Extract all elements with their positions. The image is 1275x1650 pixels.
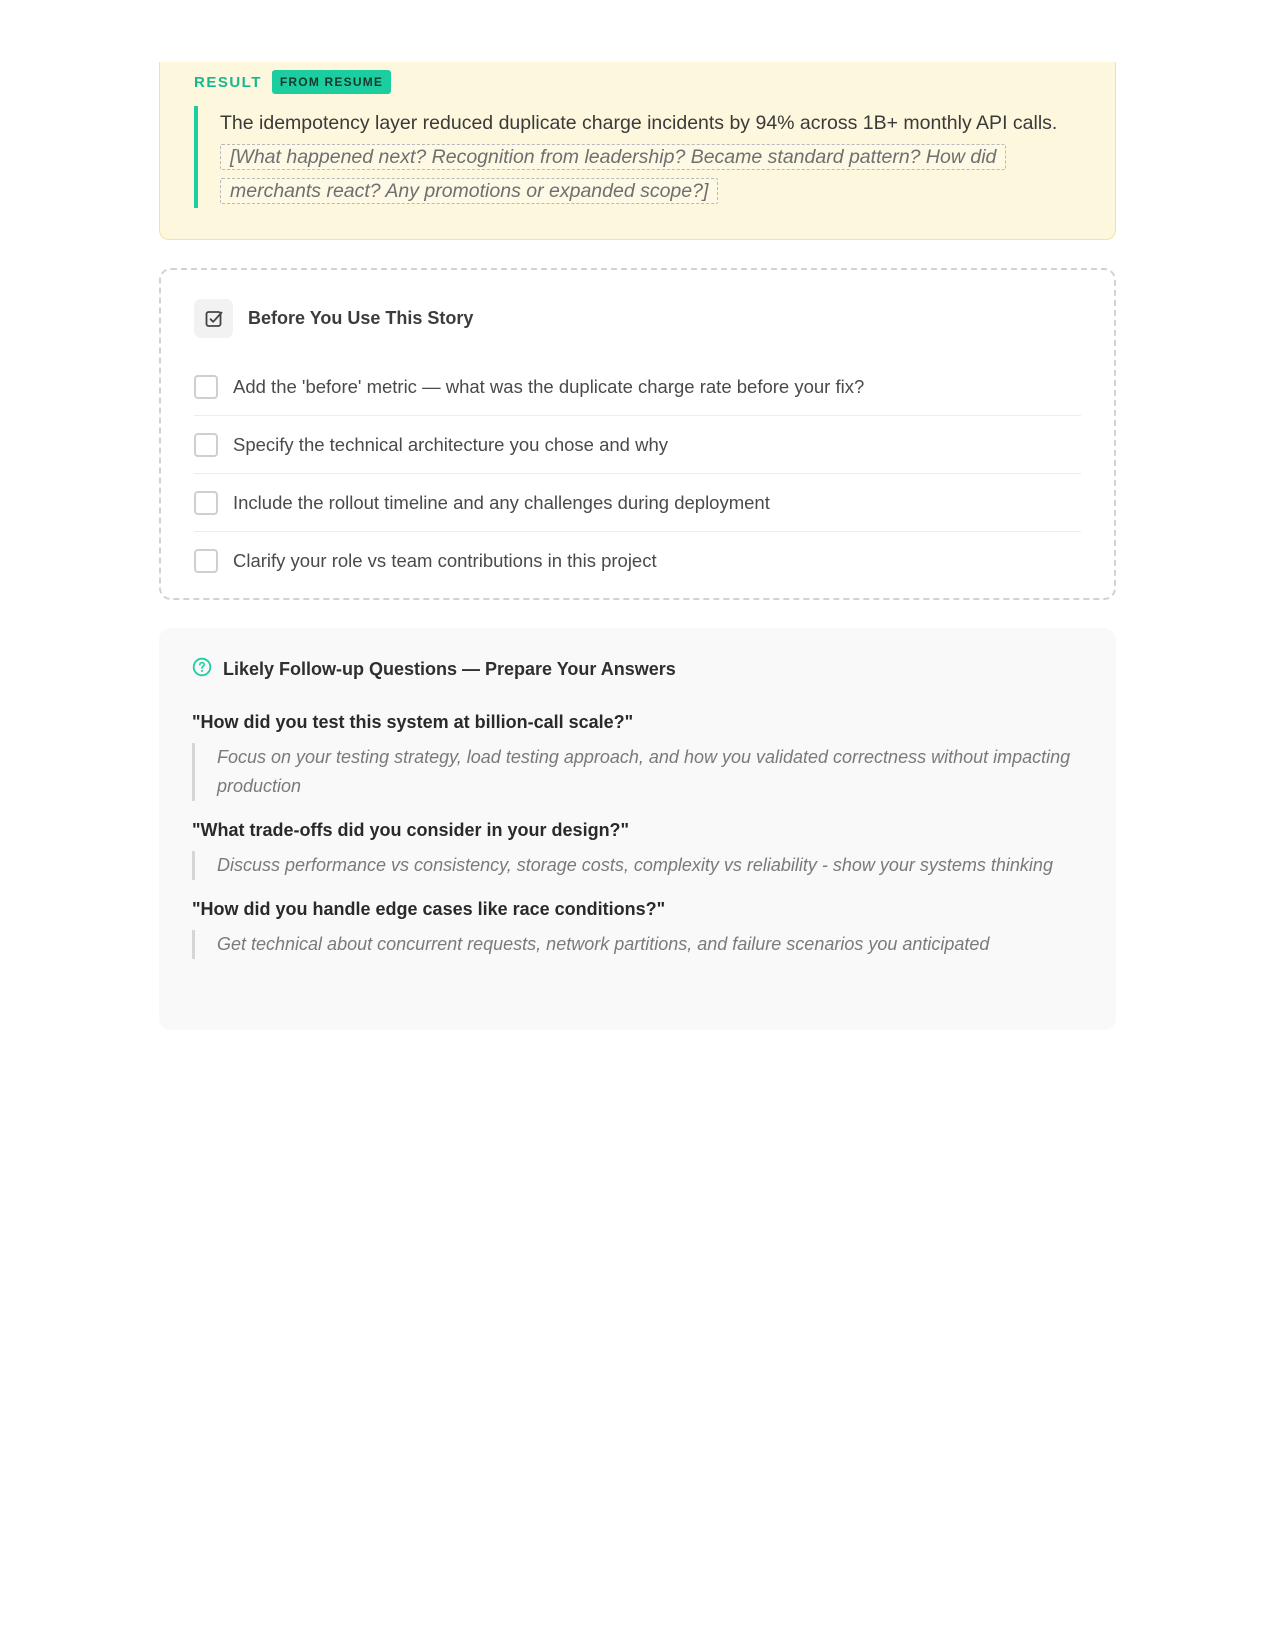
followup-header xyxy=(192,657,676,682)
checkbox[interactable] xyxy=(194,433,218,457)
checklist-title: Before You Use This Story xyxy=(248,308,474,328)
question-hint: Focus on your testing strategy, load testing approach, and how you validated correctness without impacting production xyxy=(192,743,1082,801)
question-list xyxy=(192,710,1082,976)
checklist-item[interactable] xyxy=(194,532,1081,590)
question-hint: Discuss performance vs consistency, storage costs, complexity vs reliability - show your systems thinking xyxy=(192,851,1082,880)
checkbox[interactable] xyxy=(194,375,218,399)
checklist-item-label: Add the 'before' metric — what was the duplicate charge rate before your fix? xyxy=(233,375,865,397)
checklist-items xyxy=(194,358,1081,590)
question-circle-icon xyxy=(192,657,212,682)
checklist-item[interactable] xyxy=(194,474,1081,532)
checklist-item-label: Specify the technical architecture you chose and why xyxy=(233,433,668,455)
before-use-checklist xyxy=(159,268,1116,600)
checkbox[interactable] xyxy=(194,549,218,573)
result-text-block xyxy=(194,106,1074,208)
followup-title: Likely Follow-up Questions — Prepare Your Answers xyxy=(223,659,676,679)
checklist-item[interactable] xyxy=(194,416,1081,474)
followup-questions-card xyxy=(159,628,1116,1030)
checklist-item-label: Include the rollout timeline and any challenges during deployment xyxy=(233,491,770,513)
question-item xyxy=(192,710,1082,801)
question-hint: Get technical about concurrent requests, network partitions, and failure scenarios you anticipated xyxy=(192,930,1082,959)
checkbox-square-icon xyxy=(194,299,233,338)
result-label: RESULT xyxy=(194,73,262,91)
question-item xyxy=(192,818,1082,880)
question-text: "How did you handle edge cases like race conditions?" xyxy=(192,899,666,919)
checklist-item[interactable] xyxy=(194,358,1081,416)
question-item xyxy=(192,897,1082,959)
checkbox[interactable] xyxy=(194,491,218,515)
question-text: "What trade-offs did you consider in your design?" xyxy=(192,820,630,840)
result-header xyxy=(194,70,391,94)
result-card xyxy=(159,62,1116,240)
result-text: The idempotency layer reduced duplicate charge incidents by 94% across 1B+ monthly API calls. xyxy=(220,112,1058,134)
question-text: "How did you test this system at billion-call scale?" xyxy=(192,712,634,732)
result-placeholder-prompt[interactable]: [What happened next? Recognition from leadership? Became standard pattern? How did merchants react? Any promotions or expanded scope?] xyxy=(220,144,1006,204)
from-resume-badge: FROM RESUME xyxy=(272,70,391,94)
checklist-item-label: Clarify your role vs team contributions in this project xyxy=(233,550,657,571)
checklist-header xyxy=(194,299,473,338)
